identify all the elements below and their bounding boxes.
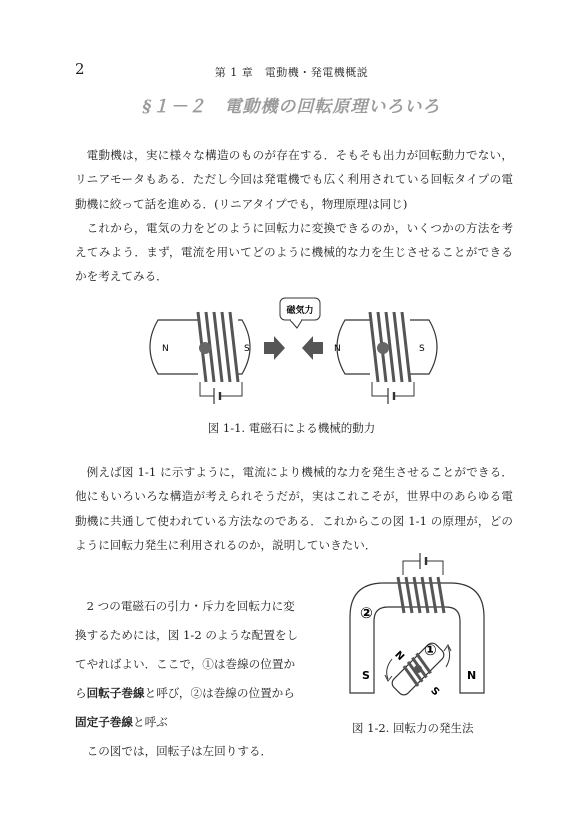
page-number: 2 <box>75 60 85 78</box>
p4-text-2: と呼び，②は巻線の位置から <box>144 686 295 700</box>
paragraph-3 <box>75 460 513 557</box>
paragraph-4-text <box>75 592 305 737</box>
attraction-arrows <box>264 336 323 360</box>
paragraph-5: この図では，回転子は左回りする． <box>86 744 273 758</box>
p4-text-3: と呼ぶ <box>132 715 168 729</box>
right-magnet-s: S <box>419 344 425 354</box>
right-electromagnet <box>334 312 437 404</box>
figure-1-1-caption: 図 1-1. 電磁石による機械的動力 <box>207 421 376 435</box>
stator-pole-left: S <box>362 669 370 682</box>
paragraph-1: 電動機は，実に様々な構造のものが存在する．そもそも出力が回転動力でない，リニアモータもある．ただし今回は発電機でも広く利用されている回転タイプの電動機に絞って話を進める．(リニアタイプでも，物理原理は同じ) <box>75 148 513 211</box>
rotor-label: ① <box>424 641 437 659</box>
rotor-s: S <box>428 685 442 699</box>
p4-text-1: 2 つの電磁石の引力・斥力を回転力に変換するためには，図 1-2 のような配置をしてやればよい．ここで，①は巻線の位置から <box>75 599 299 700</box>
term-rotor-winding: 回転子巻線 <box>86 686 145 700</box>
rotor-n: N <box>392 649 406 664</box>
running-head: 第 1 章 電動機・発電機概説 <box>214 66 369 79</box>
left-magnet-n: N <box>162 344 169 354</box>
figure-1-2 <box>340 547 500 712</box>
left-electromagnet <box>150 312 250 404</box>
figure-1-1 <box>140 296 450 414</box>
stator-label: ② <box>360 604 373 622</box>
term-stator-winding: 固定子巻線 <box>75 715 133 729</box>
callout-label: 磁気力 <box>286 306 314 316</box>
left-magnet-s: S <box>244 344 250 354</box>
paragraph-4 <box>75 592 305 766</box>
paragraph-2: これから，電気の力をどのように回転力に変換できるのか，いくつかの方法を考えてみよう．まず，電流を用いてどのように機械的な力を生じさせることができるかを考えてみる． <box>75 220 513 284</box>
intro-text <box>75 143 513 289</box>
figure-1-2-caption: 図 1-2. 回転力の発生法 <box>352 721 474 735</box>
right-magnet-n: N <box>334 344 341 354</box>
stator-pole-right: N <box>467 669 477 682</box>
section-title: §１－２ 電動機の回転原理いろいろ <box>142 97 441 117</box>
paragraph-3-text: 例えば図 1-1 に示すように，電流により機械的な力を発生させることができる．他にもいろいろな構造が考えられそうだが，実はこれこそが，世界中のあらゆる電動機に共通して使われている方法なのである．これからこの図 1-1 の原理が，どのように回転力発生に利用されるのか，説明していきたい． <box>75 465 513 552</box>
